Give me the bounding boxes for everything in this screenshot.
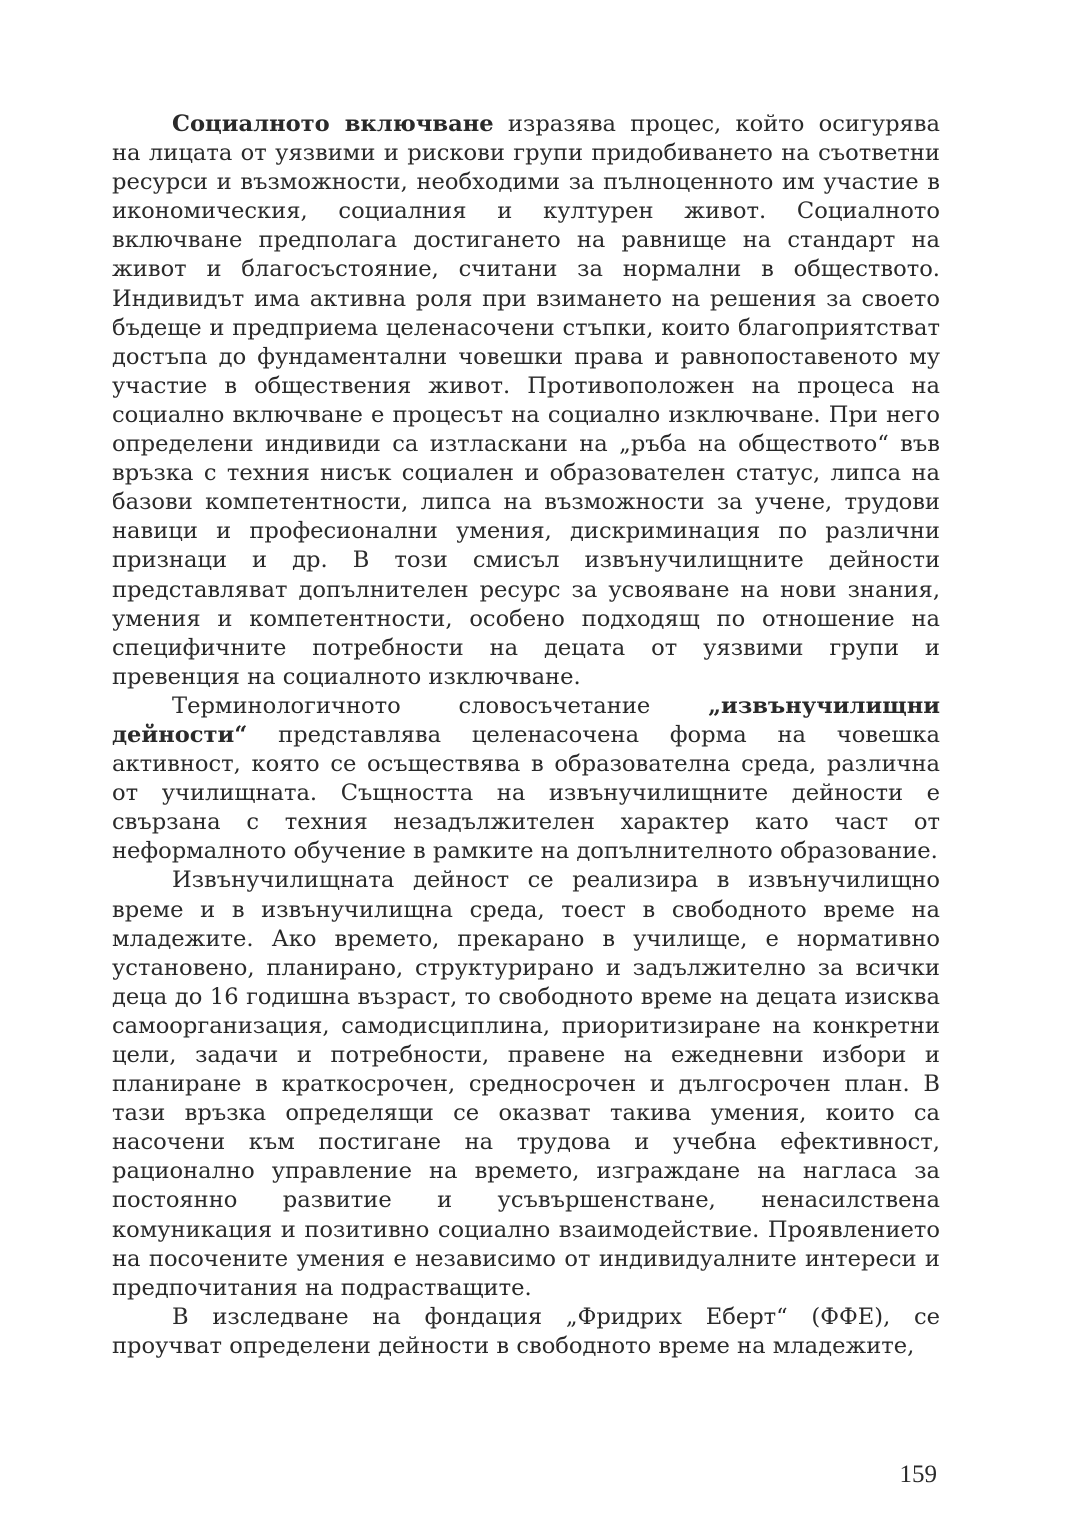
paragraph-social-inclusion: [112, 110, 940, 692]
term-extracurricular-activities: „извънучилищни дейности“: [112, 692, 940, 748]
paragraph-text: Терминологичното словосъчетание: [172, 692, 709, 719]
page-number: 159: [899, 1461, 937, 1488]
paragraph-fes-study: [112, 1303, 940, 1361]
paragraph-text: изразява процес, който осигурява на лицата от уязвими и рискови групи придобиването на съответни ресурси и възможности, необходими за пълноценното им участие в икономическия, социалния и културен живот. Социалното включване предполага достигането на равнище на стандарт на живот и благосъстояние, считани за нормални в обществото. Индивидът има активна роля при взимането на решения за своето бъдеще и предприема целенасочени стъпки, които благоприятстват достъпа до фундаментални човешки права и равнопоставеното му участие в обществения живот. Противоположен на процеса на социално включване е процесът на социално изключване. При него определени индивиди са изтласкани на „ръба на обществото“ във връзка с техния нисък социален и образователен статус, липса на базови компетентности, липса на възможности за учене, трудови навици и професионални умения, дискриминация по различни признаци и др. В този смисъл извънучилищните дейности представляват допълнителен ресурс за усвояване на нови знания, умения и компетентности, особено подходящ по отношение на специфичните потребности на децата от уязвими групи и превенция на социалното изключване.: [112, 111, 940, 690]
paragraph-text: Извънучилищната дейност се реализира в извънучилищно време и в извънучилищна среда, тоест в свободното време на младежите. Ако времето, прекарано в училище, е нормативно установено, планирано, структурирано и задължително за всички деца до 16 годишна възраст, то свободното време на децата изисква самоорганизация, самодисциплина, приоритизиране на конкретни цели, задачи и потребности, правене на ежедневни избори и планиране в краткосрочен, средносрочен и дългосрочен план. В тази връзка определящи се оказват такива умения, които са насочени към постигане на трудова и учебна ефективност, рационално управление на времето, изграждане на нагласа за постоянно развитие и усъвършенстване, ненасилствена комуникация и позитивно социално взаимодействие. Проявлението на посочените умения е независимо от индивидуалните интереси и предпочитания на подрастващите.: [112, 867, 940, 1301]
term-social-inclusion: Социалното включване: [172, 111, 494, 137]
paragraph-text: представлява целенасочена форма на човешка активност, която се осъществява в образователна среда, различна от училищната. Същността на извънучилищните дейности е свързана с техния незадължителен характер като част от неформалното обучение в рамките на допълнителното образование.: [112, 721, 940, 865]
paragraph-extracurricular-term: [112, 692, 940, 867]
body-text: [112, 110, 940, 1361]
paragraph-text: В изследване на фондация „Фридрих Еберт“ (ФФЕ), се проучват определени дейности в свободното време на младежите,: [112, 1303, 940, 1359]
paragraph-free-time: [112, 866, 940, 1302]
